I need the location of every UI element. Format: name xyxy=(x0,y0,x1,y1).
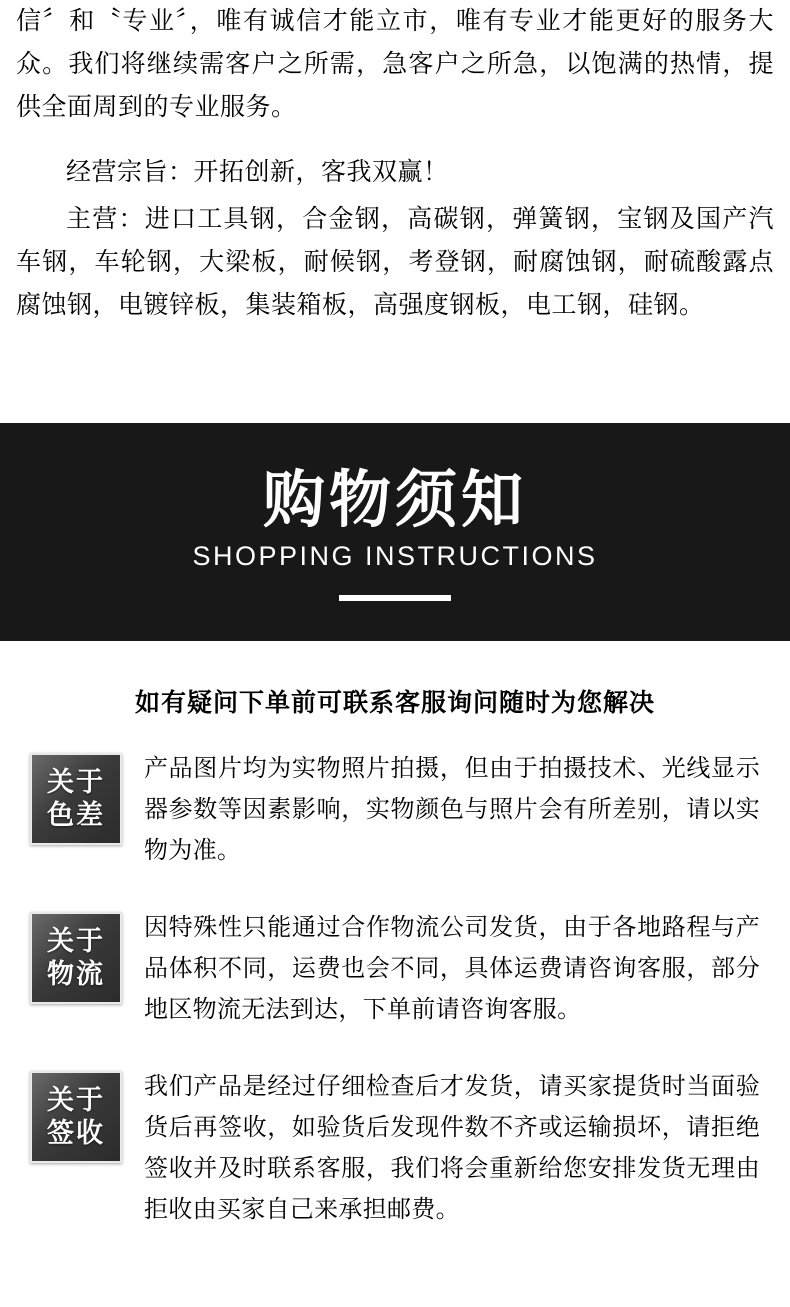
note-item-logistics xyxy=(30,908,760,1031)
badge-color-line-2: 色差 xyxy=(47,800,105,831)
badge-signing-line-2: 签收 xyxy=(47,1118,105,1149)
bottom-spacer xyxy=(30,1267,760,1307)
badge-signing-line-1: 关于 xyxy=(47,1085,105,1116)
badge-logistics xyxy=(30,912,122,1004)
banner-title: 购物须知 xyxy=(262,463,527,536)
intro-spacer-1 xyxy=(16,129,774,151)
banner-divider xyxy=(339,595,451,601)
note-item-signing xyxy=(30,1067,760,1231)
badge-color-difference xyxy=(30,753,122,845)
badge-logistics-line-1: 关于 xyxy=(47,926,105,957)
note-signing-text: 我们产品是经过仔细检查后才发货，请买家提货时当面验货后再签收，如验货后发现件数不齐或运输损坏，请拒绝签收并及时联系客服，我们将会重新给您安排发货无理由拒收由买家自己来承担邮费。 xyxy=(144,1074,760,1223)
shopping-instructions-banner xyxy=(0,423,790,641)
company-intro-section xyxy=(0,0,790,327)
note-color-text: 产品图片均为实物照片拍摄，但由于拍摄技术、光线显示器参数等因素影响，实物颜色与照片会有所差别，请以实物为准。 xyxy=(144,756,760,864)
note-logistics-text: 因特殊性只能通过合作物流公司发货，由于各地路程与产品体积不同，运费也会不同，具体运费请咨询客服，部分地区物流无法到达，下单前请咨询客服。 xyxy=(144,915,760,1023)
business-philosophy-line: 经营宗旨：开拓创新，客我双赢！ xyxy=(66,159,449,186)
shopping-notes-section xyxy=(0,683,790,1307)
note-item-color xyxy=(30,749,760,872)
main-products-line: 主营：进口工具钢，合金钢，高碳钢，弹簧钢，宝钢及国产汽车钢，车轮钢，大梁板，耐候钢，考登钢，耐腐蚀钢，耐硫酸露点腐蚀钢，电镀锌板，集装箱板，高强度钢板，电工钢，硅钢。 xyxy=(16,206,774,319)
badge-logistics-line-2: 物流 xyxy=(47,959,105,990)
banner-subtitle: SHOPPING INSTRUCTIONS xyxy=(192,541,598,571)
notes-heading: 如有疑问下单前可联系客服询问随时为您解决 xyxy=(134,690,655,717)
intro-paragraph-1: 信〞和〝专业〞，唯有诚信才能立市，唯有专业才能更好的服务大众。我们将继续需客户之所需，急客户之所急，以饱满的热情，提供全面周到的专业服务。 xyxy=(16,8,774,121)
badge-color-line-1: 关于 xyxy=(47,767,105,798)
section-spacer xyxy=(0,327,790,423)
badge-signing xyxy=(30,1071,122,1163)
